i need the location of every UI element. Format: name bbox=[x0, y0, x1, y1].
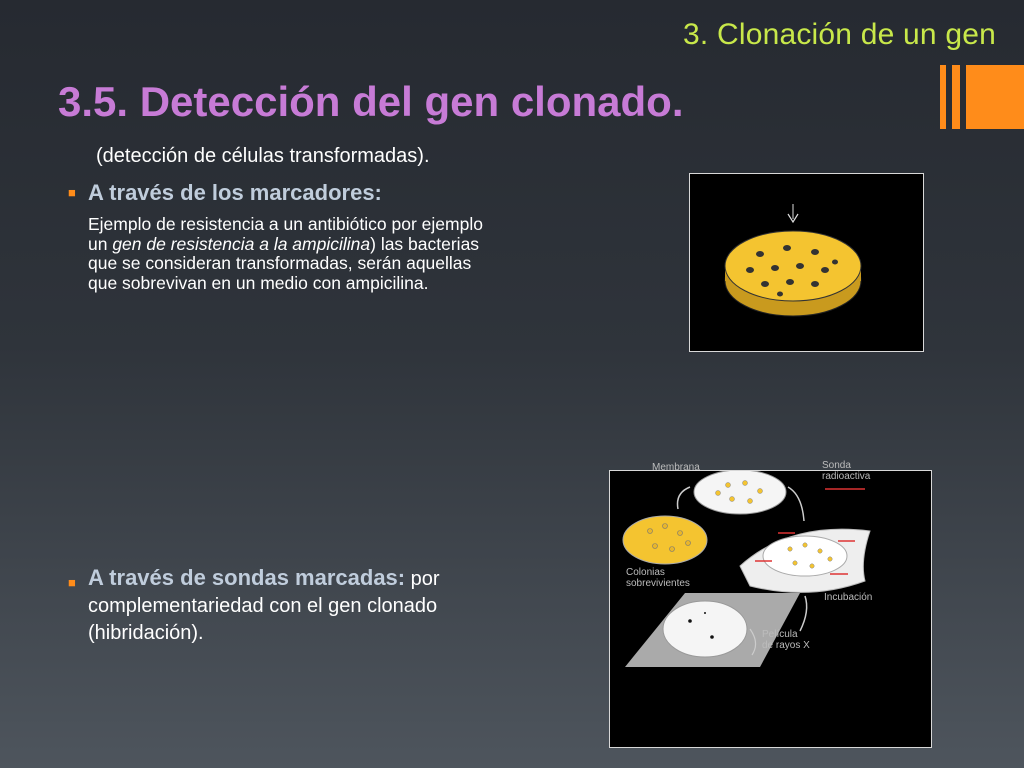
bullet-heading: A través de sondas marcadas: bbox=[88, 565, 406, 590]
label-probe: Sonda radioactiva bbox=[822, 460, 871, 482]
label-incubation: Incubación bbox=[824, 592, 873, 603]
petri-dish-figure bbox=[689, 173, 924, 352]
bullet-body bbox=[88, 215, 488, 293]
label-colonies: Colonias sobrevivientes bbox=[626, 567, 690, 589]
bullet-markers bbox=[70, 180, 382, 206]
bullet-square-icon: ■ bbox=[68, 185, 76, 200]
slide-title: 3.5. Detección del gen clonado. bbox=[58, 78, 684, 125]
bullet-square-icon: ■ bbox=[68, 575, 76, 590]
decorative-bars bbox=[940, 65, 1024, 129]
hybridization-figure bbox=[609, 460, 932, 748]
body-text-part1: Ejemplo de resistencia a un antibiótico por ejemplo un bbox=[88, 214, 483, 254]
bullet-rest: por complementariedad con el gen clonado (hibridación). bbox=[88, 568, 440, 644]
hybridization-diagram-icon bbox=[610, 471, 931, 747]
slide-subtitle: (detección de células transformadas). bbox=[96, 145, 430, 167]
body-text-italic: gen de resistencia a la ampicilina bbox=[112, 233, 371, 254]
label-membrane: Membrana bbox=[652, 462, 700, 473]
bullet-probes bbox=[70, 565, 490, 646]
petri-dish-illustration-icon bbox=[690, 174, 923, 351]
label-xray-film: Película de rayos X bbox=[762, 629, 810, 651]
section-title: 3. Clonación de un gen bbox=[683, 18, 996, 51]
body-text-part2: ) las bacterias que se consideran transformadas, serán aquellas que sobrevivan en un medio con ampicilina. bbox=[88, 233, 480, 293]
bullet-heading: A través de los marcadores: bbox=[88, 180, 382, 205]
